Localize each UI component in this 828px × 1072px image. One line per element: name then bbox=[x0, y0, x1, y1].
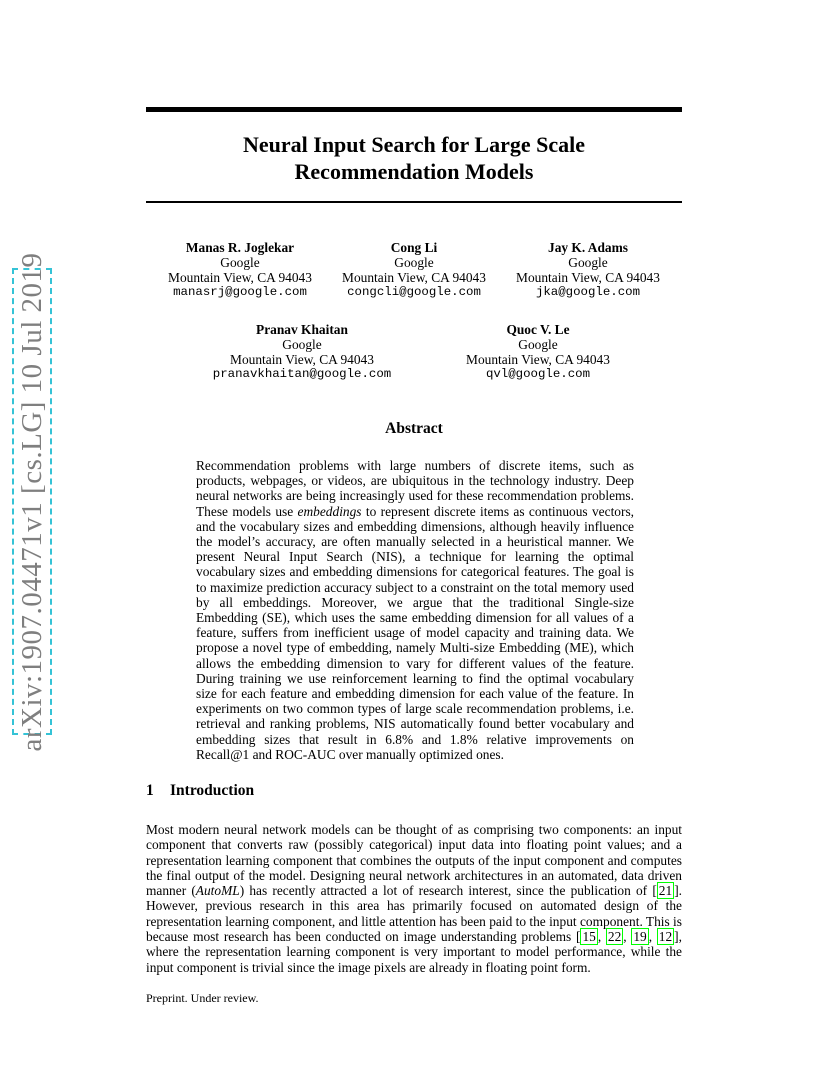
author-address: Mountain View, CA 94043 bbox=[342, 270, 486, 285]
title-rule-top bbox=[146, 107, 682, 112]
author-address: Mountain View, CA 94043 bbox=[230, 352, 374, 367]
section-number: 1 bbox=[146, 782, 154, 799]
title-line-2: Recommendation Models bbox=[294, 159, 534, 184]
citation-link[interactable]: 12 bbox=[658, 929, 673, 945]
intro-text: ) has recently attracted a lot of research interest, since the publication of bbox=[239, 883, 653, 899]
author-affiliation: Google bbox=[394, 255, 434, 270]
paper-title bbox=[146, 131, 682, 185]
author-email[interactable]: jka@google.com bbox=[535, 285, 641, 299]
author-address: Mountain View, CA 94043 bbox=[466, 352, 610, 367]
author-name: Quoc V. Le bbox=[506, 322, 570, 337]
abstract-body bbox=[196, 458, 634, 762]
author-email[interactable]: manasrj@google.com bbox=[173, 285, 307, 299]
author-block bbox=[150, 240, 330, 300]
author-block bbox=[448, 322, 628, 382]
author-affiliation: Google bbox=[220, 255, 260, 270]
introduction-paragraph: Most modern neural network models can be thought of as comprising two components: an input component that converts raw (possibly categorical) input data into floating point values; and a representation learning component that combines the outputs of the input component and computes the final output of the model. Designing neural network architectures in an automated, data driven manner (AutoML) has recently attracted a lot of research interest, since the publication of [ 21 ]. However, previous research in this area has primarily focused on automated design of the representation learning component, and little attention has been paid to the input component. This is because most research has been conducted on image understanding problems [ 15 , 22 , 19 , 12 ], where the representation learning component is very important to model performance, while the input component is trivial since the image pixels are already in floating point form. bbox=[146, 822, 683, 975]
author-name: Manas R. Joglekar bbox=[185, 240, 295, 255]
arxiv-sidebar bbox=[12, 251, 52, 752]
intro-text: . However, previous research in this area has primarily focused on automated design of the representation learning component, and little attention has been paid to the input component. This is because most research has been conducted on image understanding problems bbox=[146, 883, 683, 945]
author-email[interactable]: congcli@google.com bbox=[347, 285, 481, 299]
citation-link[interactable]: 19 bbox=[633, 929, 647, 945]
section-title: Introduction bbox=[170, 782, 255, 799]
intro-text: , where the representation learning component is very important to model performance, while the input component is trivial since the image pixels are already in floating point form. bbox=[146, 929, 682, 975]
citation-link[interactable]: 21 bbox=[658, 883, 673, 899]
author-email[interactable]: qvl@google.com bbox=[485, 367, 591, 381]
section-heading bbox=[146, 782, 254, 800]
citation-link[interactable]: 15 bbox=[582, 929, 596, 945]
abstract-heading: Abstract bbox=[385, 420, 443, 437]
abstract-emphasis: embeddings bbox=[297, 503, 362, 519]
author-email[interactable]: pranavkhaitan@google.com bbox=[212, 367, 392, 381]
author-affiliation: Google bbox=[568, 255, 608, 270]
author-affiliation: Google bbox=[518, 337, 558, 352]
intro-emphasis: AutoML bbox=[195, 883, 240, 899]
footer-note: Preprint. Under review. bbox=[146, 991, 259, 1005]
author-name: Jay K. Adams bbox=[548, 240, 628, 255]
author-block bbox=[212, 322, 392, 382]
citation-link[interactable]: 22 bbox=[607, 929, 622, 945]
author-address: Mountain View, CA 94043 bbox=[168, 270, 312, 285]
abstract-text: to represent discrete items as continuous vectors, and the vocabulary sizes and embedding dimensions, although heavily influence the model’s accuracy, are often manually selected in a heuristical manner. We present Neural Input Search (NIS), a technique for learning the optimal vocabulary sizes and embedding dimensions for categorical features. The goal is to maximize prediction accuracy subject to a constraint on the total memory used by all embeddings. Moreover, we argue that the traditional Single-size Embedding (SE), which uses the same embedding dimension for all values of a feature, suffers from inefficient usage of model capacity and training data. We propose a novel type of embedding, namely Multi-size Embedding (ME), which allows the embedding dimension to vary for different values of the feature. During training we use reinforcement learning to find the optimal vocabulary size for each feature and embedding dimension for each value of the feature. In experiments on two common types of large scale recommendation problems, i.e. retrieval and ranking problems, NIS automatically found better vocabulary and embedding sizes that result in 6.8% and 1.8% relative improvements on Recall@1 and ROC-AUC over manually optimized ones. bbox=[196, 503, 634, 762]
title-rule-bottom bbox=[146, 201, 682, 203]
arxiv-id: arXiv:1907.04471v1 [cs.LG] 10 Jul 2019 bbox=[16, 251, 48, 752]
author-affiliation: Google bbox=[282, 337, 322, 352]
author-name: Cong Li bbox=[390, 240, 438, 255]
abstract-text: Recommendation problems with large numbers of discrete items, such as products, webpages, or videos, are ubiquitous in the technology industry. Deep neural networks are being increasingly used for these recommendation problems. These models use bbox=[196, 458, 634, 519]
author-block bbox=[498, 240, 678, 300]
title-line-1: Neural Input Search for Large Scale bbox=[243, 132, 585, 157]
author-block bbox=[324, 240, 504, 300]
author-address: Mountain View, CA 94043 bbox=[516, 270, 660, 285]
intro-text: Most modern neural network models can be thought of as comprising two components: an input component that converts raw (possibly categorical) input data into floating point values; and a representation learning component that combines the outputs of the input component and computes the final output of the model. Designing neural network architectures in an automated, data driven manner ( bbox=[146, 822, 682, 899]
author-name: Pranav Khaitan bbox=[256, 322, 348, 337]
